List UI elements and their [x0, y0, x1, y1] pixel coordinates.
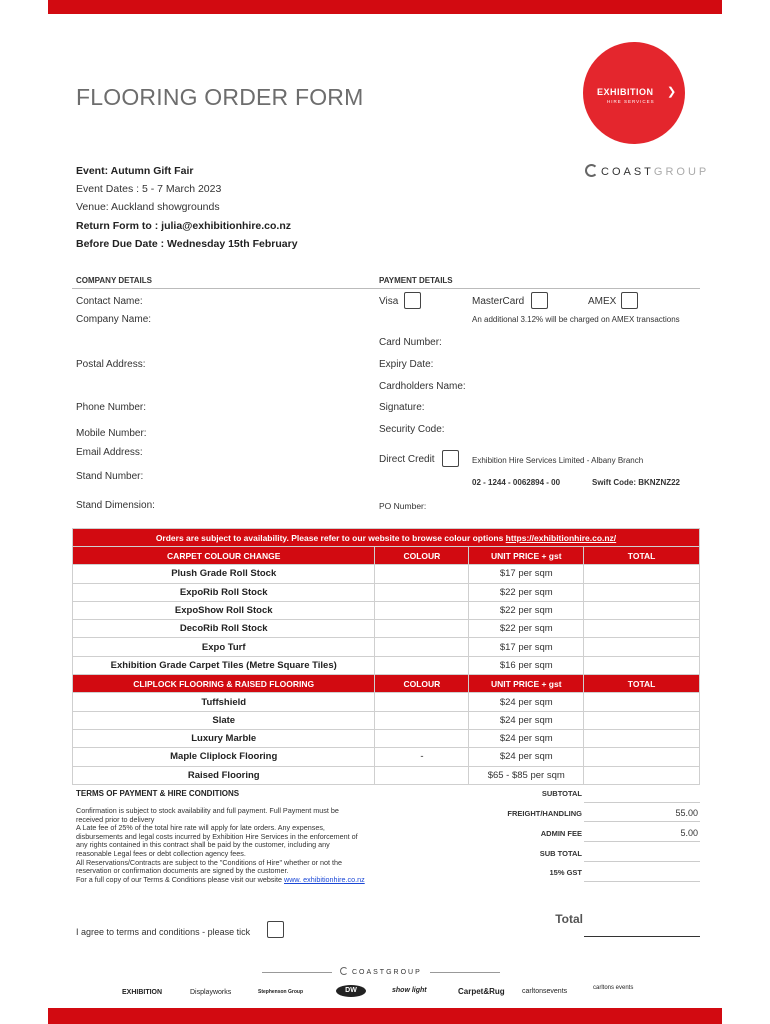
unit-price: $22 per sqm — [469, 583, 584, 601]
terms-p4-text: For a full copy of our Terms & Conditions please visit our website — [76, 874, 284, 884]
colour-cell[interactable] — [375, 766, 469, 784]
agree-terms-label: I agree to terms and conditions - please tick — [76, 927, 251, 937]
event-venue: Venue: Auckland showgrounds — [76, 201, 220, 213]
carpet-header-product: CARPET COLOUR CHANGE — [73, 547, 375, 565]
amex-note: An additional 3.12% will be charged on AMEX transactions — [472, 315, 680, 324]
table-row — [73, 601, 700, 619]
visa-checkbox[interactable] — [404, 292, 421, 309]
admin-line — [584, 841, 700, 842]
table-row — [73, 638, 700, 656]
payment-details-heading: PAYMENT DETAILS — [379, 276, 453, 285]
gst-label: 15% GST — [549, 868, 582, 877]
top-red-bar — [48, 0, 722, 14]
table-row — [73, 748, 700, 766]
amex-label: AMEX — [588, 296, 617, 307]
security-code-field[interactable]: Security Code: — [379, 424, 445, 435]
partner-logos — [0, 985, 770, 1001]
agree-terms-checkbox[interactable] — [267, 921, 284, 938]
unit-price: $65 - $85 per sqm — [469, 766, 584, 784]
unit-price: $17 per sqm — [469, 638, 584, 656]
colour-cell[interactable] — [375, 565, 469, 583]
bottom-red-bar — [48, 1008, 722, 1024]
table-row — [73, 729, 700, 747]
total-cell[interactable] — [584, 583, 700, 601]
partner-logo: carltonsevents — [522, 988, 568, 995]
total-line — [584, 936, 700, 937]
company-details-heading: COMPANY DETAILS — [76, 276, 153, 285]
product-name: Expo Turf — [73, 638, 375, 656]
terms-link[interactable]: www. exhibitionhire.co.nz — [284, 874, 365, 884]
product-name: Maple Cliplock Flooring — [73, 748, 375, 766]
table-row — [73, 583, 700, 601]
carpet-header-row — [73, 547, 700, 565]
mobile-number-field[interactable]: Mobile Number: — [76, 428, 147, 439]
card-number-field[interactable]: Card Number: — [379, 337, 442, 348]
carpet-header-price: UNIT PRICE + gst — [469, 547, 584, 565]
colour-cell[interactable] — [375, 638, 469, 656]
colour-cell[interactable] — [375, 729, 469, 747]
colour-cell[interactable]: - — [375, 748, 469, 766]
section-divider — [72, 288, 700, 289]
cliplock-header-row — [73, 675, 700, 693]
partner-logo: Stephenson Group — [258, 989, 303, 995]
colour-cell[interactable] — [375, 601, 469, 619]
postal-address-field[interactable]: Postal Address: — [76, 359, 146, 370]
colour-cell[interactable] — [375, 711, 469, 729]
footer-coast-icon — [340, 967, 348, 975]
expiry-date-field[interactable]: Expiry Date: — [379, 359, 434, 370]
coast-logo-icon — [585, 164, 598, 177]
product-name: Luxury Marble — [73, 729, 375, 747]
product-name: ExpoRib Roll Stock — [73, 583, 375, 601]
sub-total-label: SUB TOTAL — [539, 849, 582, 858]
event-name: Event: Autumn Gift Fair — [76, 165, 194, 177]
partner-logo: Carpet&Rug — [458, 987, 505, 996]
unit-price: $16 per sqm — [469, 656, 584, 674]
total-cell[interactable] — [584, 565, 700, 583]
website-link[interactable]: https://exhibitionhire.co.nz/ — [505, 532, 617, 543]
colour-cell[interactable] — [375, 620, 469, 638]
product-name: DecoRib Roll Stock — [73, 620, 375, 638]
po-number-field[interactable]: PO Number: — [379, 501, 427, 511]
footer-coast-group — [340, 967, 422, 976]
coast-text: COAST — [601, 166, 654, 178]
event-dates: Event Dates : 5 - 7 March 2023 — [76, 183, 222, 195]
product-name: Raised Flooring — [73, 766, 375, 784]
stand-dimension-field[interactable]: Stand Dimension: — [76, 500, 155, 511]
colour-cell[interactable] — [375, 693, 469, 711]
table-row — [73, 693, 700, 711]
total-cell[interactable] — [584, 638, 700, 656]
return-form: Return Form to : julia@exhibitionhire.co.nz — [76, 220, 291, 232]
total-cell[interactable] — [584, 729, 700, 747]
unit-price: $22 per sqm — [469, 620, 584, 638]
terms-text — [76, 807, 366, 884]
logo-sub: HIRE SERVICES — [607, 99, 655, 104]
bank-account: 02 - 1244 - 0062894 - 00 — [472, 478, 561, 487]
subtotal-line — [584, 802, 700, 803]
cardholder-name-field[interactable]: Cardholders Name: — [379, 381, 466, 392]
phone-number-field[interactable]: Phone Number: — [76, 402, 147, 413]
partner-logo: show light — [392, 987, 427, 994]
page-title: FLOORING ORDER FORM — [76, 84, 364, 110]
total-cell[interactable] — [584, 748, 700, 766]
terms-p1: Confirmation is subject to stock availability and full payment. Full Payment must be received prior to delivery — [76, 806, 339, 824]
table-row — [73, 766, 700, 784]
product-name: Tuffshield — [73, 693, 375, 711]
email-address-field[interactable]: Email Address: — [76, 447, 143, 458]
unit-price: $24 per sqm — [469, 748, 584, 766]
footer-group-text: COASTGROUP — [351, 969, 422, 976]
total-cell[interactable] — [584, 656, 700, 674]
cliplock-header-product: CLIPLOCK FLOORING & RAISED FLOORING — [73, 675, 375, 693]
total-cell[interactable] — [584, 711, 700, 729]
product-name: Exhibition Grade Carpet Tiles (Metre Square Tiles) — [73, 656, 375, 674]
order-table — [72, 528, 700, 785]
table-row — [73, 620, 700, 638]
footer-line-left — [262, 972, 332, 973]
swift-code: Swift Code: BKNZNZ22 — [592, 478, 680, 487]
notice-text: Orders are subject to availability. Please refer to our website to browse colour options — [155, 532, 506, 543]
colour-cell[interactable] — [375, 656, 469, 674]
unit-price: $24 per sqm — [469, 711, 584, 729]
unit-price: $24 per sqm — [469, 729, 584, 747]
company-name-field[interactable]: Company Name: — [76, 314, 152, 325]
total-cell[interactable] — [584, 620, 700, 638]
group-text: GROUP — [653, 166, 710, 178]
freight-line — [584, 821, 700, 822]
terms-p4 — [76, 876, 366, 885]
amex-checkbox[interactable] — [621, 292, 638, 309]
cliplock-header-total: TOTAL — [584, 675, 700, 693]
partner-logo: Displayworks — [190, 989, 232, 996]
product-name: Plush Grade Roll Stock — [73, 565, 375, 583]
carpet-header-total: TOTAL — [584, 547, 700, 565]
total-cell[interactable] — [584, 601, 700, 619]
partner-logo: DW — [336, 985, 366, 997]
product-name: ExpoShow Roll Stock — [73, 601, 375, 619]
availability-notice — [73, 529, 700, 547]
admin-fee-value: 5.00 — [680, 828, 698, 838]
carpet-header-colour: COLOUR — [375, 547, 469, 565]
unit-price: $17 per sqm — [469, 565, 584, 583]
unit-price: $24 per sqm — [469, 693, 584, 711]
direct-credit-label: Direct Credit — [379, 454, 435, 465]
logo-name: EXHIBITION — [597, 87, 654, 97]
colour-cell[interactable] — [375, 583, 469, 601]
signature-field[interactable]: Signature: — [379, 402, 425, 413]
exhibition-logo — [583, 42, 685, 144]
logo-chevron-icon: ❯ — [667, 86, 677, 98]
subtotal-label: SUBTOTAL — [541, 789, 582, 798]
footer-line-right — [430, 972, 500, 973]
due-date: Before Due Date : Wednesday 15th February — [76, 238, 298, 250]
freight-value: 55.00 — [675, 808, 698, 818]
cliplock-header-colour: COLOUR — [375, 675, 469, 693]
total-label: Total — [555, 912, 583, 926]
mastercard-checkbox[interactable] — [531, 292, 548, 309]
product-name: Slate — [73, 711, 375, 729]
gst-line — [584, 881, 700, 882]
partner-logo: carltons events — [593, 985, 634, 991]
unit-price: $22 per sqm — [469, 601, 584, 619]
mastercard-label: MasterCard — [472, 296, 525, 307]
table-row — [73, 565, 700, 583]
terms-p3: All Reservations/Contracts are subject to the "Conditions of Hire" whether or not the reservation or confirmation documents are signed by the customer. — [76, 857, 342, 876]
visa-label: Visa — [379, 296, 399, 307]
direct-credit-checkbox[interactable] — [442, 450, 459, 467]
coast-group-logo — [585, 164, 709, 178]
freight-label: FREIGHT/HANDLING — [507, 809, 582, 818]
table-row — [73, 656, 700, 674]
partner-logo: EXHIBITION — [122, 989, 163, 996]
total-cell[interactable] — [584, 766, 700, 784]
terms-heading: TERMS OF PAYMENT & HIRE CONDITIONS — [76, 789, 240, 798]
admin-fee-label: ADMIN FEE — [540, 829, 582, 838]
cliplock-header-price: UNIT PRICE + gst — [469, 675, 584, 693]
table-row — [73, 711, 700, 729]
terms-p2: A Late fee of 25% of the total hire rate will apply for late orders. Any expenses, disbursements and legal costs incurred by Exhibition Hire Services in the enforcement of any rights contained in this contract shall be paid by the customer, including any reasonable Legal fees or debt collection agency fees. — [76, 823, 358, 858]
contact-name-field[interactable]: Contact Name: — [76, 296, 143, 307]
sub-total-line — [584, 861, 700, 862]
total-cell[interactable] — [584, 693, 700, 711]
stand-number-field[interactable]: Stand Number: — [76, 471, 144, 482]
bank-name: Exhibition Hire Services Limited - Albany Branch — [472, 456, 644, 465]
